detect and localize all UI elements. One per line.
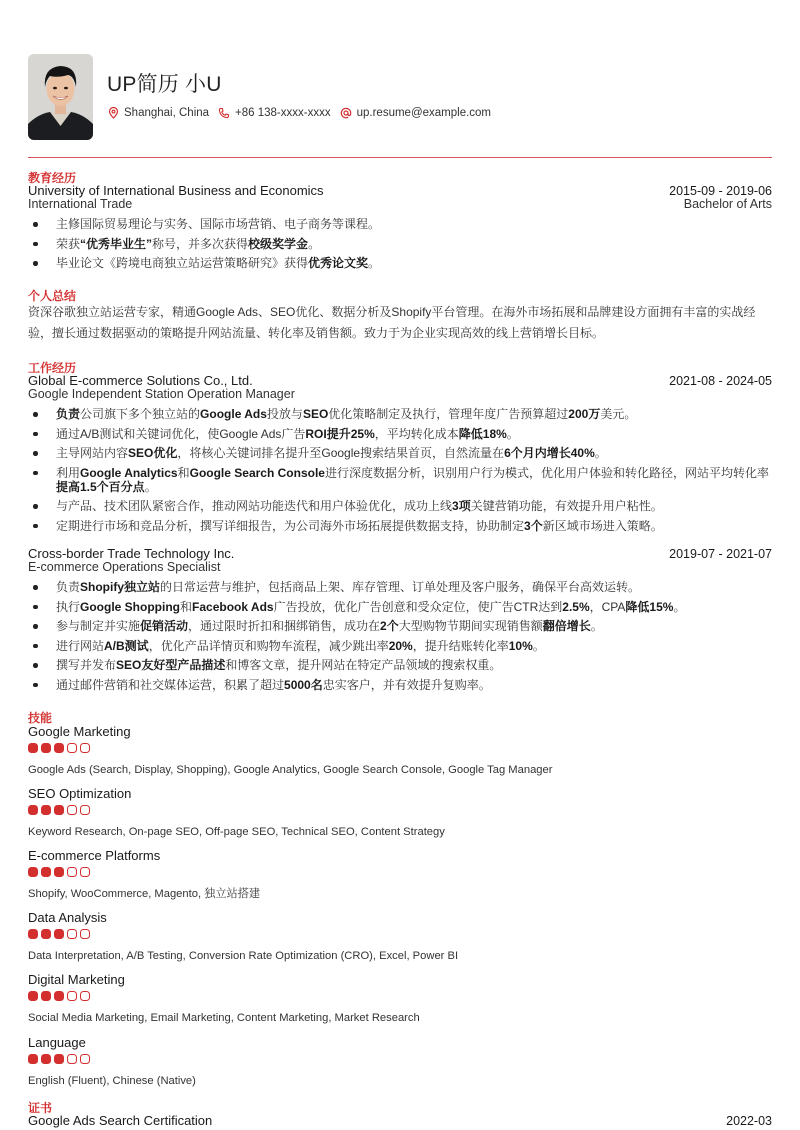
empty-dot-icon	[67, 743, 77, 753]
education-bullets	[28, 217, 772, 276]
bullet-item: 撰写并发布SEO友好型产品描述和博客文章，提升网站在特定产品领域的搜索权重。	[28, 658, 772, 672]
skill-name: Data Analysis	[28, 910, 107, 925]
profile-photo	[28, 54, 93, 140]
company-name: Global E-commerce Solutions Co., Ltd.	[28, 373, 253, 388]
skill-level-rating	[28, 867, 93, 877]
bullet-item: 利用Google Analytics和Google Search Console进行深度数据分析，识别用户行为模式，优化用户体验和转化路径，网站平均转化率提高1.5个百分点。	[28, 466, 772, 494]
skill-name: Language	[28, 1035, 86, 1050]
filled-dot-icon	[54, 1054, 64, 1064]
filled-dot-icon	[28, 867, 38, 877]
location	[107, 107, 209, 119]
empty-dot-icon	[67, 805, 77, 815]
candidate-name: UP简历 小U	[107, 73, 222, 96]
filled-dot-icon	[41, 867, 51, 877]
empty-dot-icon	[67, 929, 77, 939]
filled-dot-icon	[41, 1054, 51, 1064]
job-bullets	[28, 407, 772, 539]
education-dates: 2015-09 - 2019-06	[669, 184, 772, 198]
map-pin-icon	[107, 107, 119, 119]
bullet-item: 进行网站A/B测试，优化产品详情页和购物车流程，减少跳出率20%，提升结账转化率10%。	[28, 639, 772, 653]
bullet-item: 主导网站内容SEO优化，将核心关键词排名提升至Google搜索结果首页，自然流量在6个月内增长40%。	[28, 446, 772, 460]
filled-dot-icon	[41, 929, 51, 939]
skill-name: Google Marketing	[28, 724, 131, 739]
summary-text: 资深谷歌独立站运营专家，精通Google Ads、SEO优化、数据分析及Shopify平台管理。在海外市场拓展和品牌建设方面拥有丰富的实战经验，擅长通过数据驱动的策略提升网站流量、转化率及销售额。致力于为企业实现高效的线上营销增长目标。	[28, 305, 756, 340]
filled-dot-icon	[54, 929, 64, 939]
bullet-item: 荣获“优秀毕业生”称号，并多次获得校级奖学金。	[28, 237, 772, 251]
bullet-item: 通过A/B测试和关键词优化，使Google Ads广告ROI提升25%，平均转化成本降低18%。	[28, 427, 772, 441]
bullet-item: 负责Shopify独立站的日常运营与维护，包括商品上架、库存管理、订单处理及客户服务，确保平台高效运转。	[28, 580, 772, 594]
major: International Trade	[28, 197, 133, 211]
filled-dot-icon	[28, 929, 38, 939]
job-dates: 2019-07 - 2021-07	[669, 547, 772, 561]
skill-level-rating	[28, 1054, 93, 1064]
filled-dot-icon	[54, 805, 64, 815]
school-name: University of International Business and Economics	[28, 183, 324, 198]
education-header	[28, 184, 772, 198]
email-text[interactable]: up.resume@example.com	[356, 107, 492, 119]
filled-dot-icon	[41, 743, 51, 753]
phone-icon	[218, 107, 230, 119]
empty-dot-icon	[67, 1054, 77, 1064]
bullet-item: 毕业论文《跨境电商独立站运营策略研究》获得优秀论文奖。	[28, 256, 772, 270]
location-text: Shanghai, China	[124, 107, 210, 119]
bullet-item: 主修国际贸易理论与实务、国际市场营销、电子商务等课程。	[28, 217, 772, 231]
skill-description: Keyword Research, On-page SEO, Off-page SEO, Technical SEO, Content Strategy	[28, 826, 445, 838]
section-title-certificates: 证书	[28, 1101, 53, 1115]
resume-header	[28, 54, 500, 140]
job-subheader	[28, 560, 772, 574]
skill-name: E-commerce Platforms	[28, 848, 161, 863]
empty-dot-icon	[80, 1054, 90, 1064]
bullet-item: 与产品、技术团队紧密合作，推动网站功能迭代和用户体验优化，成功上线3项关键营销功能，有效提升用户粘性。	[28, 499, 772, 513]
empty-dot-icon	[67, 867, 77, 877]
phone-text: +86 138-xxxx-xxxx	[235, 107, 331, 119]
filled-dot-icon	[41, 805, 51, 815]
empty-dot-icon	[80, 743, 90, 753]
empty-dot-icon	[80, 991, 90, 1001]
skill-description: Data Interpretation, A/B Testing, Conversion Rate Optimization (CRO), Excel, Power BI	[28, 950, 459, 962]
education-subheader	[28, 197, 772, 211]
job-header	[28, 547, 772, 561]
phone	[218, 107, 331, 119]
filled-dot-icon	[28, 805, 38, 815]
company-name: Cross-border Trade Technology Inc.	[28, 546, 235, 561]
filled-dot-icon	[41, 991, 51, 1001]
skill-level-rating	[28, 743, 93, 753]
job-bullets	[28, 580, 772, 698]
bullet-item: 负责公司旗下多个独立站的Google Ads投放与SEO优化策略制定及执行，管理年度广告预算超过200万美元。	[28, 407, 772, 421]
header-divider	[28, 157, 772, 158]
skill-level-rating	[28, 929, 93, 939]
empty-dot-icon	[80, 805, 90, 815]
section-title-education: 教育经历	[28, 171, 77, 185]
job-subheader	[28, 387, 772, 401]
degree: Bachelor of Arts	[683, 197, 772, 211]
skill-description: Shopify, WooCommerce, Magento, 独立站搭建	[28, 888, 261, 900]
filled-dot-icon	[28, 991, 38, 1001]
section-title-skills: 技能	[28, 711, 53, 725]
section-title-summary: 个人总结	[28, 289, 77, 303]
job-role: E-commerce Operations Specialist	[28, 560, 221, 574]
filled-dot-icon	[54, 991, 64, 1001]
filled-dot-icon	[54, 743, 64, 753]
empty-dot-icon	[80, 929, 90, 939]
certificate-date: 2022-03	[726, 1114, 772, 1128]
job-dates: 2021-08 - 2024-05	[669, 374, 772, 388]
empty-dot-icon	[67, 991, 77, 1001]
at-sign-icon	[340, 107, 352, 119]
bullet-item: 定期进行市场和竞品分析，撰写详细报告，为公司海外市场拓展提供数据支持，协助制定3个新区域市场进入策略。	[28, 519, 772, 533]
contact-info	[107, 107, 500, 119]
skill-level-rating	[28, 805, 93, 815]
bullet-item: 通过邮件营销和社交媒体运营，积累了超过5000名忠实客户，并有效提升复购率。	[28, 678, 772, 692]
section-title-experience: 工作经历	[28, 361, 77, 375]
skill-description: Google Ads (Search, Display, Shopping), Google Analytics, Google Search Console, Google Tag Manager	[28, 764, 553, 776]
skill-level-rating	[28, 991, 93, 1001]
bullet-item: 执行Google Shopping和Facebook Ads广告投放，优化广告创意和受众定位，使广告CTR达到2.5%，CPA降低15%。	[28, 600, 772, 614]
job-header	[28, 374, 772, 388]
filled-dot-icon	[54, 867, 64, 877]
empty-dot-icon	[80, 867, 90, 877]
skill-description: English (Fluent), Chinese (Native)	[28, 1075, 196, 1087]
certificate-name: Google Ads Search Certification	[28, 1113, 213, 1128]
skill-description: Social Media Marketing, Email Marketing, Content Marketing, Market Research	[28, 1012, 420, 1024]
filled-dot-icon	[28, 743, 38, 753]
bullet-item: 参与制定并实施促销活动，通过限时折扣和捆绑销售，成功在2个大型购物节期间实现销售额翻倍增长。	[28, 619, 772, 633]
skill-name: SEO Optimization	[28, 786, 132, 801]
email[interactable]	[340, 107, 491, 119]
skill-name: Digital Marketing	[28, 972, 125, 987]
certificate-row	[28, 1114, 772, 1128]
job-role: Google Independent Station Operation Manager	[28, 387, 295, 401]
filled-dot-icon	[28, 1054, 38, 1064]
